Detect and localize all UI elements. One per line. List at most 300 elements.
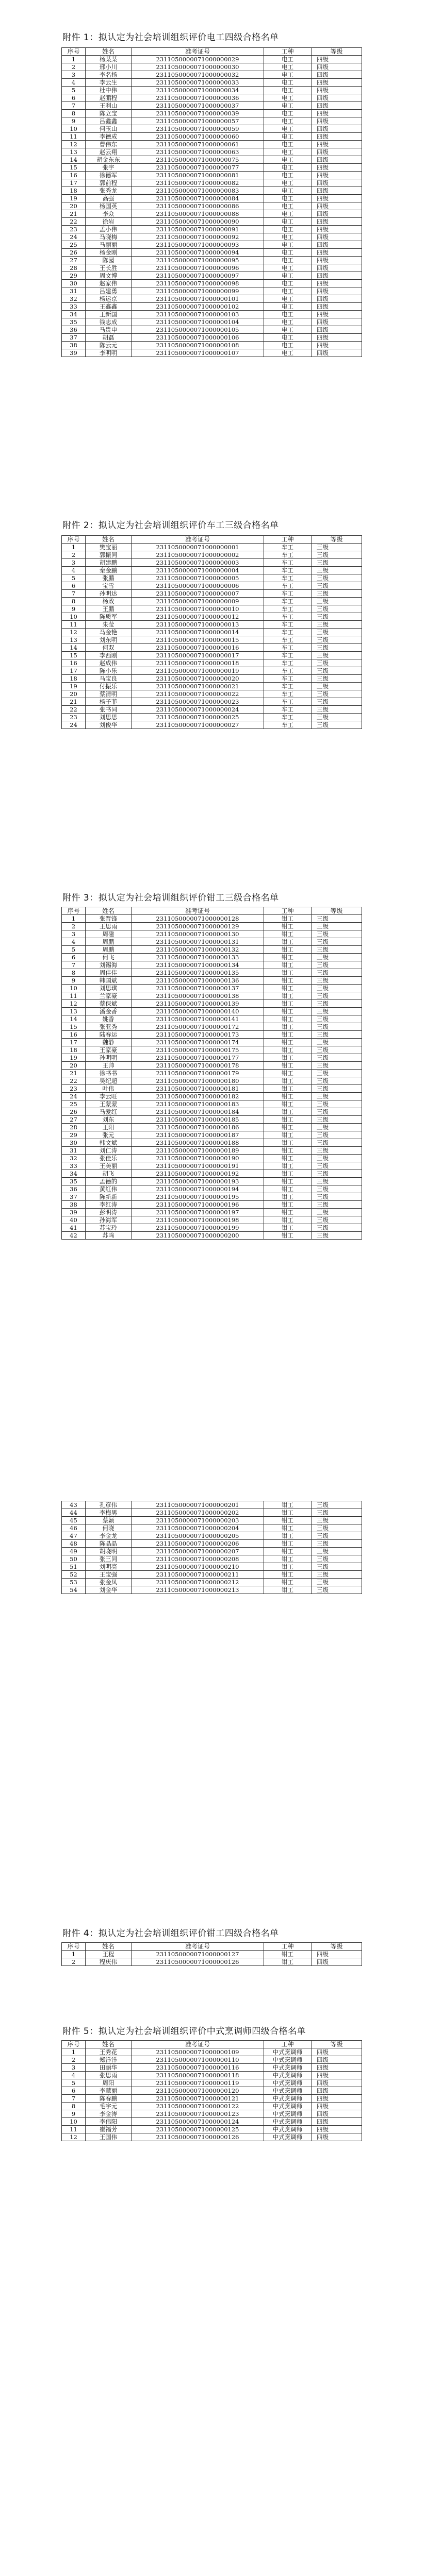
grade: 四级 [312, 1951, 362, 1958]
trade: 车工 [264, 667, 312, 675]
trade: 中式烹调师 [264, 2126, 312, 2133]
certificate-number: 2311050000071000000172 [132, 1023, 264, 1031]
certificate-number: 2311050000071000000010 [132, 605, 264, 613]
trade: 钳工 [264, 985, 312, 992]
grade: 三级 [312, 1524, 362, 1532]
table-header-row [62, 2041, 362, 2048]
trade: 中式烹调师 [264, 2118, 312, 2126]
certificate-number: 2311050000071000000083 [132, 187, 264, 195]
trade: 钳工 [264, 1155, 312, 1162]
certificate-number: 2311050000071000000125 [132, 2126, 264, 2133]
row-number: 25 [62, 241, 86, 249]
person-name: 胡晓明 [86, 1548, 132, 1555]
certificate-number: 2311050000071000000012 [132, 613, 264, 621]
certificate-number: 2311050000071000000009 [132, 598, 264, 605]
person-name: 孟小伟 [86, 226, 132, 233]
row-number: 8 [62, 598, 86, 605]
row-number: 34 [62, 311, 86, 318]
person-name: 王国伟 [86, 2133, 132, 2141]
person-name: 张亚秀 [86, 1023, 132, 1031]
person-name: 黄红伟 [86, 1185, 132, 1193]
table-row [62, 1951, 362, 1958]
certificate-number: 2311050000071000000086 [132, 202, 264, 210]
trade: 钳工 [264, 1008, 312, 1015]
row-number: 11 [62, 133, 86, 141]
table-row [62, 1147, 362, 1155]
certificate-number: 2311050000071000000020 [132, 675, 264, 683]
trade: 钳工 [264, 961, 312, 969]
certificate-number: 2311050000071000000124 [132, 2118, 264, 2126]
table-row [62, 1085, 362, 1093]
certificate-number: 2311050000071000000063 [132, 148, 264, 156]
trade: 钳工 [264, 1185, 312, 1193]
certificate-number: 2311050000071000000025 [132, 714, 264, 721]
person-name: 周阳 [86, 2079, 132, 2087]
grade: 四级 [312, 2126, 362, 2133]
person-name: 邢小川 [86, 63, 132, 71]
person-name: 杨政 [86, 598, 132, 605]
person-name: 彭明涛 [86, 1209, 132, 1216]
person-name: 朱莹 [86, 621, 132, 629]
table-row [62, 79, 362, 87]
grade: 四级 [312, 318, 362, 326]
certificate-number: 2311050000071000000032 [132, 71, 264, 79]
table-row [62, 946, 362, 954]
row-number: 10 [62, 613, 86, 621]
person-name: 叶伟 [86, 1085, 132, 1093]
certificate-number: 2311050000071000000210 [132, 1563, 264, 1571]
row-number: 32 [62, 295, 86, 303]
grade: 四级 [312, 311, 362, 318]
certificate-number: 2311050000071000000182 [132, 1093, 264, 1100]
certificate-number: 2311050000071000000121 [132, 2095, 264, 2103]
table-row [62, 1579, 362, 1586]
certificate-number: 2311050000071000000118 [132, 2072, 264, 2079]
row-number: 39 [62, 1209, 86, 1216]
table-row [62, 915, 362, 923]
certificate-number: 2311050000071000000131 [132, 938, 264, 946]
certificate-number: 2311050000071000000183 [132, 1100, 264, 1108]
table-row [62, 1540, 362, 1548]
grade: 四级 [312, 2079, 362, 2087]
person-name: 李金涛 [86, 2110, 132, 2118]
column-header-trade: 工种 [264, 2041, 312, 2048]
certificate-number: 2311050000071000000039 [132, 110, 264, 117]
person-name: 刘仁涛 [86, 1147, 132, 1155]
row-number: 3 [62, 559, 86, 567]
row-number: 4 [62, 2072, 86, 2079]
table-row [62, 544, 362, 551]
table-row [62, 582, 362, 590]
person-name: 王阳 [86, 1124, 132, 1131]
column-header-no: 序号 [62, 907, 86, 915]
grade: 四级 [312, 148, 362, 156]
table-row [62, 652, 362, 659]
grade: 三级 [312, 590, 362, 598]
trade: 电工 [264, 287, 312, 295]
trade: 车工 [264, 551, 312, 559]
row-number: 19 [62, 195, 86, 202]
trade: 电工 [264, 202, 312, 210]
trade: 电工 [264, 56, 312, 63]
person-name: 赵云翔 [86, 148, 132, 156]
table-row [62, 1062, 362, 1070]
trade: 电工 [264, 179, 312, 187]
grade: 四级 [312, 2072, 362, 2079]
section-title: 附件 3：拟认定为社会培训组织评价钳工三级合格名单 [62, 893, 279, 903]
certificate-number: 2311050000071000000093 [132, 241, 264, 249]
row-number: 37 [62, 1193, 86, 1201]
table-row [62, 690, 362, 698]
trade: 电工 [264, 226, 312, 233]
person-name: 王蒙蒙 [86, 1100, 132, 1108]
person-name: 田丽华 [86, 2064, 132, 2072]
person-name: 马贵申 [86, 326, 132, 334]
row-number: 23 [62, 1085, 86, 1093]
person-name: 陈春鹏 [86, 2095, 132, 2103]
person-name: 刘明亮 [86, 1563, 132, 1571]
trade: 电工 [264, 195, 312, 202]
certificate-number: 2311050000071000000021 [132, 683, 264, 690]
person-name: 崔福芳 [86, 2126, 132, 2133]
person-name: 王帅 [86, 1062, 132, 1070]
column-header-cert: 准考证号 [132, 2041, 264, 2048]
certificate-number: 2311050000071000000199 [132, 1224, 264, 1232]
column-header-cert: 准考证号 [132, 536, 264, 544]
column-header-cert: 准考证号 [132, 48, 264, 56]
certificate-number: 2311050000071000000030 [132, 63, 264, 71]
table-row [62, 629, 362, 636]
trade: 钳工 [264, 930, 312, 938]
certificate-number: 2311050000071000000208 [132, 1555, 264, 1563]
grade: 四级 [312, 110, 362, 117]
person-name: 曹伟东 [86, 141, 132, 148]
trade: 车工 [264, 613, 312, 621]
trade: 电工 [264, 249, 312, 257]
grade: 四级 [312, 56, 362, 63]
row-number: 1 [62, 544, 86, 551]
grade: 三级 [312, 544, 362, 551]
certificate-number: 2311050000071000000016 [132, 644, 264, 652]
table-row [62, 1555, 362, 1563]
certificate-number: 2311050000071000000019 [132, 667, 264, 675]
row-number: 22 [62, 706, 86, 714]
certificate-number: 2311050000071000000037 [132, 102, 264, 110]
table-row [62, 187, 362, 195]
section-title: 附件 1：拟认定为社会培训组织评价电工四级合格名单 [62, 32, 279, 43]
trade: 电工 [264, 125, 312, 133]
roster-table [61, 1942, 362, 1966]
grade: 三级 [312, 1023, 362, 1031]
row-number: 36 [62, 326, 86, 334]
trade: 钳工 [264, 1023, 312, 1031]
grade: 四级 [312, 141, 362, 148]
grade: 三级 [312, 915, 362, 923]
row-number: 30 [62, 280, 86, 287]
table-row [62, 2103, 362, 2110]
grade: 四级 [312, 272, 362, 280]
trade: 车工 [264, 574, 312, 582]
row-number: 22 [62, 218, 86, 226]
grade: 四级 [312, 210, 362, 218]
table-row [62, 2079, 362, 2087]
grade: 四级 [312, 71, 362, 79]
person-name: 苏宝玲 [86, 1224, 132, 1232]
person-name: 杨子菲 [86, 698, 132, 706]
certificate-number: 2311050000071000000110 [132, 2056, 264, 2064]
certificate-number: 2311050000071000000095 [132, 257, 264, 264]
grade: 三级 [312, 1062, 362, 1070]
grade: 四级 [312, 63, 362, 71]
person-name: 程庆伟 [86, 1958, 132, 1966]
table-row [62, 1000, 362, 1008]
row-number: 9 [62, 117, 86, 125]
row-number: 36 [62, 1185, 86, 1193]
certificate-number: 2311050000071000000203 [132, 1517, 264, 1524]
row-number: 7 [62, 102, 86, 110]
grade: 三级 [312, 1178, 362, 1185]
certificate-number: 2311050000071000000196 [132, 1201, 264, 1209]
certificate-number: 2311050000071000000096 [132, 264, 264, 272]
certificate-number: 2311050000071000000194 [132, 1185, 264, 1193]
table-row [62, 125, 362, 133]
table-row [62, 326, 362, 334]
table-row [62, 613, 362, 621]
grade: 三级 [312, 1193, 362, 1201]
certificate-number: 2311050000071000000108 [132, 342, 264, 349]
row-number: 6 [62, 94, 86, 102]
person-name: 李梅男 [86, 1509, 132, 1517]
grade: 四级 [312, 241, 362, 249]
person-name: 赵成伟 [86, 659, 132, 667]
row-number: 32 [62, 1155, 86, 1162]
row-number: 14 [62, 1015, 86, 1023]
person-name: 姚香 [86, 1015, 132, 1023]
person-name: 潘金香 [86, 1008, 132, 1015]
trade: 中式烹调师 [264, 2064, 312, 2072]
person-name: 孙明明 [86, 1054, 132, 1062]
row-number: 14 [62, 644, 86, 652]
person-name: 张秀龙 [86, 187, 132, 195]
certificate-number: 2311050000071000000178 [132, 1062, 264, 1070]
row-number: 12 [62, 1000, 86, 1008]
certificate-number: 2311050000071000000034 [132, 87, 264, 94]
person-name: 王长胜 [86, 264, 132, 272]
person-name: 郑洋洋 [86, 2056, 132, 2064]
grade: 三级 [312, 1039, 362, 1046]
column-header-grade: 等级 [312, 48, 362, 56]
row-number: 6 [62, 582, 86, 590]
person-name: 马金艳 [86, 629, 132, 636]
grade: 三级 [312, 985, 362, 992]
grade: 三级 [312, 1000, 362, 1008]
table-row [62, 280, 362, 287]
grade: 三级 [312, 1108, 362, 1116]
grade: 四级 [312, 257, 362, 264]
trade: 电工 [264, 133, 312, 141]
certificate-number: 2311050000071000000013 [132, 621, 264, 629]
grade: 三级 [312, 1555, 362, 1563]
row-number: 1 [62, 1951, 86, 1958]
row-number: 18 [62, 187, 86, 195]
grade: 三级 [312, 1131, 362, 1139]
trade: 电工 [264, 241, 312, 249]
row-number: 7 [62, 961, 86, 969]
column-header-trade: 工种 [264, 907, 312, 915]
person-name: 周文博 [86, 272, 132, 280]
certificate-number: 2311050000071000000185 [132, 1116, 264, 1124]
grade: 三级 [312, 1070, 362, 1077]
grade: 三级 [312, 946, 362, 954]
row-number: 17 [62, 1039, 86, 1046]
person-name: 李众 [86, 210, 132, 218]
certificate-number: 2311050000071000000127 [132, 1951, 264, 1958]
certificate-number: 2311050000071000000202 [132, 1509, 264, 1517]
table-row [62, 156, 362, 164]
trade: 电工 [264, 117, 312, 125]
row-number: 53 [62, 1579, 86, 1586]
table-row [62, 1958, 362, 1966]
trade: 中式烹调师 [264, 2110, 312, 2118]
trade: 钳工 [264, 1232, 312, 1240]
table-row [62, 1509, 362, 1517]
person-name: 王鹏 [86, 605, 132, 613]
person-name: 周磁 [86, 930, 132, 938]
person-name: 王思雨 [86, 923, 132, 930]
trade: 电工 [264, 148, 312, 156]
person-name: 刘金华 [86, 1586, 132, 1594]
grade: 三级 [312, 923, 362, 930]
grade: 三级 [312, 1124, 362, 1131]
grade: 四级 [312, 1958, 362, 1966]
table-row [62, 1093, 362, 1100]
certificate-number: 2311050000071000000190 [132, 1155, 264, 1162]
person-name: 徐德军 [86, 172, 132, 179]
grade: 四级 [312, 226, 362, 233]
certificate-number: 2311050000071000000088 [132, 210, 264, 218]
trade: 车工 [264, 714, 312, 721]
row-number: 4 [62, 567, 86, 574]
grade: 三级 [312, 567, 362, 574]
person-name: 陈云元 [86, 342, 132, 349]
grade: 三级 [312, 1586, 362, 1594]
person-name: 陈质军 [86, 613, 132, 621]
grade: 三级 [312, 659, 362, 667]
person-name: 刘锡海 [86, 961, 132, 969]
table-row [62, 1178, 362, 1185]
trade: 车工 [264, 621, 312, 629]
row-number: 15 [62, 164, 86, 172]
grade: 四级 [312, 172, 362, 179]
certificate-number: 2311050000071000000122 [132, 2103, 264, 2110]
row-number: 46 [62, 1524, 86, 1532]
trade: 中式烹调师 [264, 2056, 312, 2064]
row-number: 9 [62, 977, 86, 985]
table-row [62, 1216, 362, 1224]
person-name: 张宇 [86, 164, 132, 172]
table-row [62, 1108, 362, 1116]
person-name: 吕鑫鑫 [86, 117, 132, 125]
grade: 三级 [312, 644, 362, 652]
row-number: 39 [62, 349, 86, 357]
grade: 四级 [312, 295, 362, 303]
certificate-number: 2311050000071000000193 [132, 1178, 264, 1185]
person-name: 刘东 [86, 1116, 132, 1124]
grade: 三级 [312, 1046, 362, 1054]
person-name: 赵家伟 [86, 280, 132, 287]
trade: 钳工 [264, 1224, 312, 1232]
trade: 钳工 [264, 1147, 312, 1155]
grade: 四级 [312, 187, 362, 195]
certificate-number: 2311050000071000000106 [132, 334, 264, 342]
table-row [62, 172, 362, 179]
grade: 四级 [312, 334, 362, 342]
person-name: 陈新新 [86, 1193, 132, 1201]
grade: 三级 [312, 1548, 362, 1555]
trade: 电工 [264, 210, 312, 218]
table-row [62, 1571, 362, 1579]
table-row [62, 551, 362, 559]
grade: 四级 [312, 2118, 362, 2126]
row-number: 3 [62, 930, 86, 938]
certificate-number: 2311050000071000000006 [132, 582, 264, 590]
table-row [62, 621, 362, 629]
grade: 四级 [312, 326, 362, 334]
trade: 钳工 [264, 1162, 312, 1170]
row-number: 16 [62, 1031, 86, 1039]
row-number: 49 [62, 1548, 86, 1555]
person-name: 李名扬 [86, 71, 132, 79]
certificate-number: 2311050000071000000212 [132, 1579, 264, 1586]
certificate-number: 2311050000071000000180 [132, 1077, 264, 1085]
table-row [62, 2048, 362, 2056]
person-name: 刘俊华 [86, 721, 132, 729]
certificate-number: 2311050000071000000014 [132, 629, 264, 636]
trade: 车工 [264, 683, 312, 690]
table-row [62, 574, 362, 582]
row-number: 34 [62, 1170, 86, 1178]
certificate-number: 2311050000071000000188 [132, 1139, 264, 1147]
trade: 车工 [264, 659, 312, 667]
table-row [62, 605, 362, 613]
trade: 中式烹调师 [264, 2048, 312, 2056]
certificate-number: 2311050000071000000207 [132, 1548, 264, 1555]
person-name: 樊宝丽 [86, 544, 132, 551]
row-number: 33 [62, 303, 86, 311]
trade: 中式烹调师 [264, 2079, 312, 2087]
row-number: 9 [62, 605, 86, 613]
column-header-no: 序号 [62, 1943, 86, 1951]
grade: 三级 [312, 1216, 362, 1224]
grade: 三级 [312, 1563, 362, 1571]
certificate-number: 2311050000071000000103 [132, 311, 264, 318]
trade: 车工 [264, 582, 312, 590]
column-header-name: 姓名 [86, 1943, 132, 1951]
certificate-number: 2311050000071000000126 [132, 2133, 264, 2141]
grade: 四级 [312, 2087, 362, 2095]
table-row [62, 930, 362, 938]
trade: 钳工 [264, 1509, 312, 1517]
row-number: 5 [62, 574, 86, 582]
certificate-number: 2311050000071000000060 [132, 133, 264, 141]
person-name: 张鹏 [86, 574, 132, 582]
table-row [62, 2126, 362, 2133]
person-name: 孙海军 [86, 1216, 132, 1224]
grade: 三级 [312, 1162, 362, 1170]
trade: 钳工 [264, 1085, 312, 1093]
person-name: 何双 [86, 644, 132, 652]
row-number: 47 [62, 1532, 86, 1540]
